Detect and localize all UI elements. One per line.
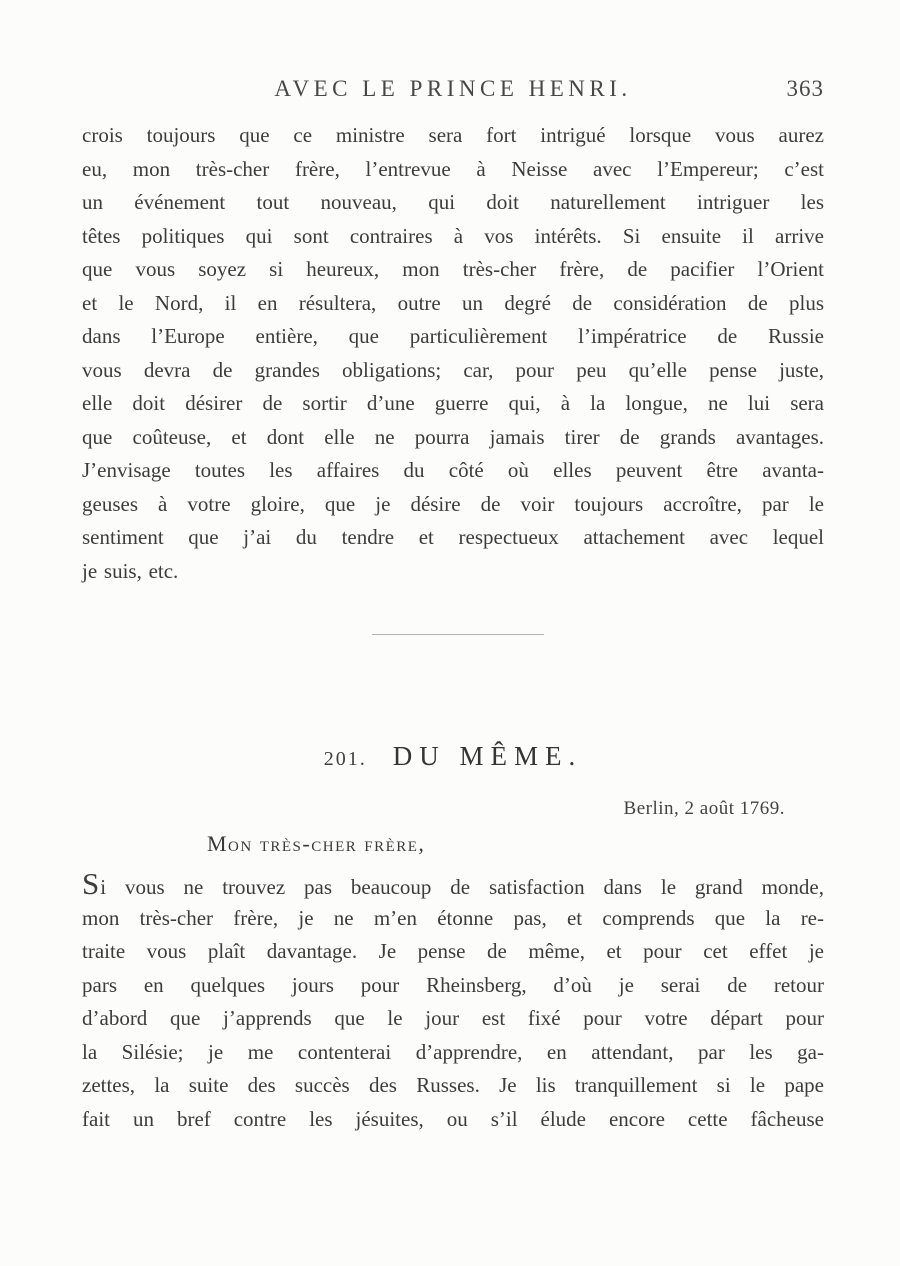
text-line: que vous soyez si heureux, mon très-cher frère, de pacifier l’Orient <box>82 257 824 281</box>
text-line: elle doit désirer de sortir d’une guerre qui, à la longue, ne lui sera <box>82 391 824 415</box>
letter-number: 201. <box>323 748 367 770</box>
text-line: que coûteuse, et dont elle ne pourra jamais tirer de grands avantages. <box>82 424 824 449</box>
letter-body-lines <box>82 902 824 1137</box>
letter-salutation: Mon très-cher frère, <box>207 831 426 856</box>
text-line: un événement tout nouveau, qui doit naturellement intriguer les <box>82 190 824 214</box>
text-line: et le Nord, il en résultera, outre un degré de considération de plus <box>82 290 824 315</box>
text-line: vous devra de grandes obligations; car, pour peu qu’elle pense juste, <box>82 357 824 382</box>
section-divider-rule <box>372 634 544 635</box>
text-line: d’abord que j’apprends que le jour est fixé pour votre départ pour <box>82 1006 824 1030</box>
opening-line-rest: i vous ne trouvez pas beaucoup de satisfaction dans le grand monde, <box>100 875 824 899</box>
text-line: sentiment que j’ai du tendre et respectueux attachement avec lequel <box>82 525 824 549</box>
paragraph-letter-201-body <box>82 868 824 1136</box>
text-line: la Silésie; je me contenterai d’apprendre, en attendant, par les ga- <box>82 1039 824 1064</box>
opening-initial-capital: S <box>82 866 101 901</box>
text-line: crois toujours que ce ministre sera fort intrigué lorsque vous aurez <box>82 123 824 147</box>
letter-title: DU MÊME. <box>392 741 583 771</box>
text-line: têtes politiques qui sont contraires à vos intérêts. Si ensuite il arrive <box>82 223 824 248</box>
text-line: zettes, la suite des succès des Russes. Je lis tranquillement si le pape <box>82 1073 824 1097</box>
running-header <box>82 76 824 102</box>
text-line: dans l’Europe entière, que particulièrement l’impératrice de Russie <box>82 324 824 348</box>
text-line: J’envisage toutes les affaires du côté où elles peuvent être avanta- <box>82 458 824 482</box>
text-line: geuses à votre gloire, que je désire de voir toujours accroître, par le <box>82 491 824 516</box>
page-number: 363 <box>786 76 824 101</box>
text-line: fait un bref contre les jésuites, ou s’il élude encore cette fâcheuse <box>82 1106 824 1131</box>
letter-heading <box>82 738 824 774</box>
running-header-title: AVEC LE PRINCE HENRI. <box>274 76 632 101</box>
letter-dateline: Berlin, 2 août 1769. <box>623 798 785 819</box>
text-line: traite vous plaît davantage. Je pense de même, et pour cet effet je <box>82 939 824 963</box>
text-line: mon très-cher frère, je ne m’en étonne pas, et comprends que la re- <box>82 905 824 930</box>
paragraph-letter-200-continuation <box>82 119 824 555</box>
paragraph-closing-line: je suis, etc. <box>82 558 179 583</box>
text-line-with-initial <box>82 868 824 902</box>
text-line: pars en quelques jours pour Rheinsberg, d’où je serai de retour <box>82 972 824 997</box>
text-line: eu, mon très-cher frère, l’entrevue à Neisse avec l’Empereur; c’est <box>82 156 824 181</box>
